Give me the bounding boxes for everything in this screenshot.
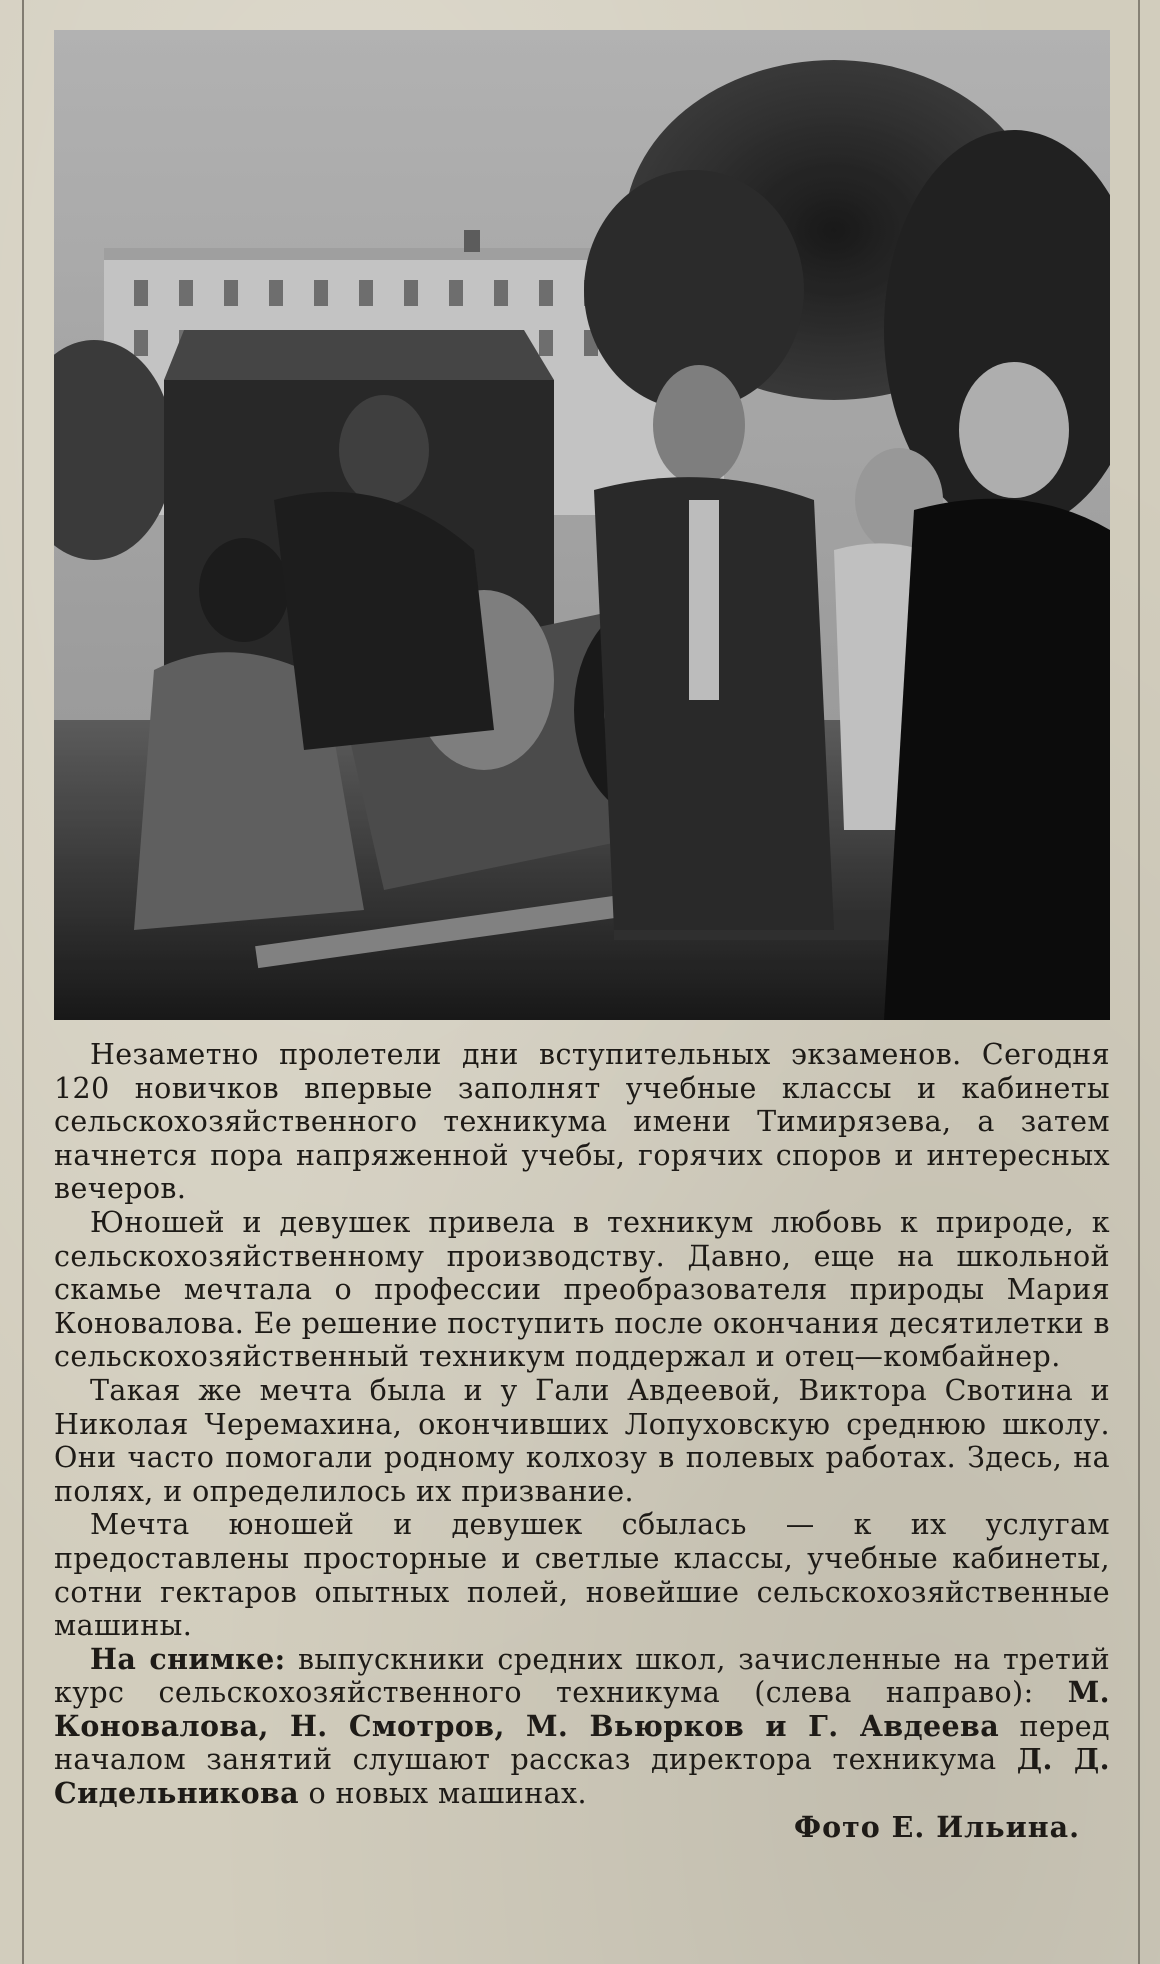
news-photograph bbox=[54, 30, 1110, 1020]
article-paragraph: Мечта юношей и девушек сбылась — к их услугам предоставлены просторные и светлые классы, учебные кабинеты, сотни гектаров опытных полей, новейшие сельскохозяйственные машины. bbox=[54, 1508, 1110, 1643]
article-paragraph: Юношей и девушек привела в техникум любовь к природе, к сельскохозяйственному производству. Давно, еще на школьной скамье мечтала о профессии преобразователя природы Мария Коновалова. Ее решение поступить после окончания десятилетки в сельскохозяйственный техникум поддержал и отец—комбайнер. bbox=[54, 1205, 1110, 1374]
caption-text: перед началом занятий слушают рассказ директора техникума bbox=[54, 1709, 1110, 1777]
caption-names: М. Коновалова, Н. Смотров, М. Вьюрков и Г. Авдеева bbox=[54, 1675, 1111, 1743]
article-body bbox=[54, 1038, 1110, 1844]
photo-caption bbox=[54, 1643, 1110, 1811]
right-margin-rule bbox=[1138, 0, 1140, 1964]
photo-credit: Фото Е. Ильина. bbox=[794, 1809, 1080, 1844]
article-paragraph: Такая же мечта была и у Гали Авдеевой, Виктора Свотина и Николая Черемахина, окончивших Лопуховскую среднюю школу. Они часто помогали родному колхозу в полевых работах. Здесь, на полях, и определилось их призвание. bbox=[54, 1373, 1110, 1508]
caption-text: выпускники средних школ, зачисленные на третий курс сельскохозяйственного техникума (слева направо): bbox=[54, 1642, 1110, 1710]
credit-row bbox=[54, 1811, 1110, 1845]
caption-text: о новых машинах. bbox=[308, 1777, 587, 1811]
left-margin-rule bbox=[22, 0, 24, 1964]
article-paragraph: Незаметно пролетели дни вступительных экзаменов. Сегодня 120 новичков впервые заполнят учебные классы и кабинеты сельскохозяйственного техникума имени Тимирязева, а затем начнется пора напряженной учебы, горячих споров и интересных вечеров. bbox=[54, 1038, 1110, 1206]
caption-director: Д. Д. Сидельникова bbox=[54, 1742, 1110, 1811]
caption-lead: На снимке: bbox=[90, 1641, 286, 1676]
